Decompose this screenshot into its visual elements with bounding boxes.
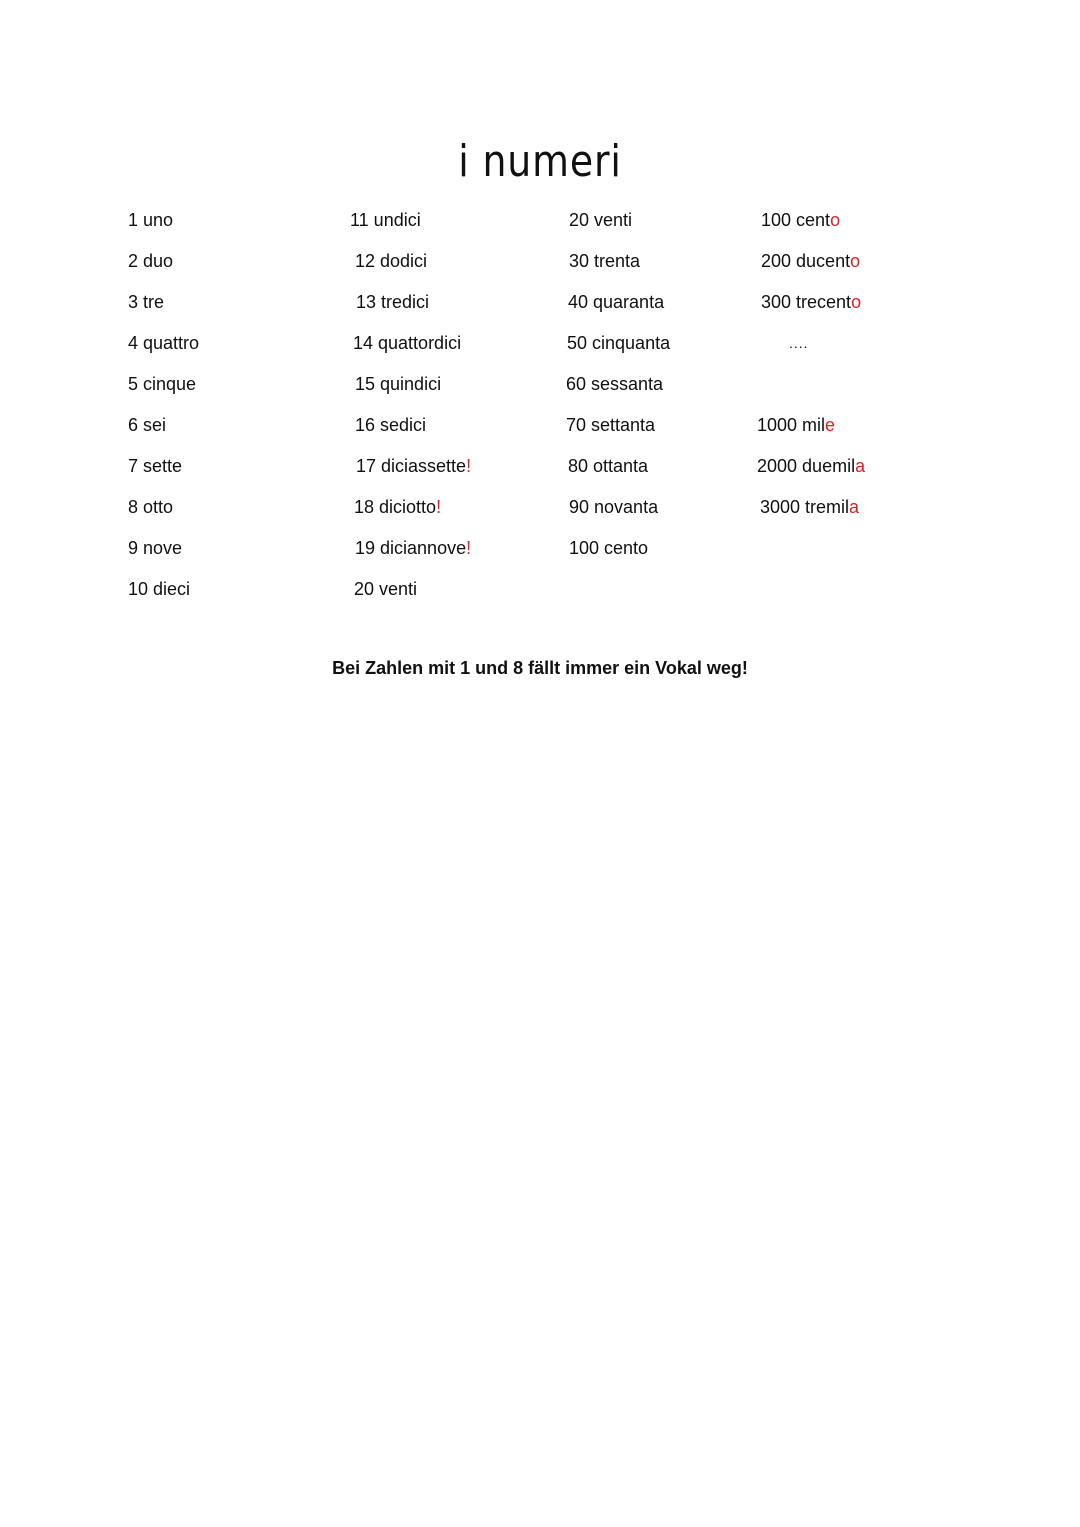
number-entry: 5 cinque xyxy=(128,374,197,394)
red-ending: a xyxy=(849,497,860,517)
number-entry: 19 diciannove! xyxy=(355,538,472,558)
number-entry: 200 ducento xyxy=(761,251,861,271)
number-entry: 6 sei xyxy=(128,415,167,435)
red-ending: o xyxy=(851,292,862,312)
number-entry: 18 diciotto! xyxy=(354,497,442,517)
number-entry: 12 dodici xyxy=(355,251,428,271)
number-entry: 50 cinquanta xyxy=(567,333,671,353)
number-entry: 40 quaranta xyxy=(568,292,665,312)
number-entry: 8 otto xyxy=(128,497,174,517)
number-entry: 30 trenta xyxy=(569,251,641,271)
number-entry: 100 cento xyxy=(569,538,649,558)
number-entry: 80 ottanta xyxy=(568,456,649,476)
number-entry: 11 undici xyxy=(350,210,421,230)
number-entry: 300 trecento xyxy=(761,292,862,312)
number-entry: 17 diciassette! xyxy=(356,456,472,476)
red-ending: a xyxy=(855,456,866,476)
number-entry: 13 tredici xyxy=(356,292,430,312)
number-entry: 70 settanta xyxy=(566,415,656,435)
number-entry: 15 quindici xyxy=(355,374,442,394)
number-entry: 1 uno xyxy=(128,210,174,230)
exclamation-mark: ! xyxy=(466,538,472,558)
exclamation-mark: ! xyxy=(436,497,442,517)
page-title: i numeri xyxy=(458,136,622,187)
red-ending: o xyxy=(830,210,841,230)
number-entry: 7 sette xyxy=(128,456,183,476)
exclamation-mark: ! xyxy=(466,456,472,476)
number-entry: 2000 duemila xyxy=(757,456,866,476)
rule-note: Bei Zahlen mit 1 und 8 fällt immer ein Vokal weg! xyxy=(332,658,748,678)
number-entry: 100 cento xyxy=(761,210,841,230)
number-entry: 14 quattordici xyxy=(353,333,462,353)
number-entry: 20 venti xyxy=(569,210,633,230)
number-entry: 1000 mile xyxy=(757,415,836,435)
number-entry: 16 sedici xyxy=(355,415,427,435)
ellipsis: .... xyxy=(789,335,809,351)
number-entry: 4 quattro xyxy=(128,333,200,353)
number-entry: 10 dieci xyxy=(128,579,191,599)
number-entry: 2 duo xyxy=(128,251,174,271)
number-entry: 20 venti xyxy=(354,579,418,599)
red-ending: e xyxy=(825,415,836,435)
number-entry: 3000 tremila xyxy=(760,497,860,517)
number-entry: 9 nove xyxy=(128,538,183,558)
number-entry: 90 novanta xyxy=(569,497,659,517)
red-ending: o xyxy=(850,251,861,271)
number-entry: 60 sessanta xyxy=(566,374,664,394)
number-entry: 3 tre xyxy=(128,292,165,312)
